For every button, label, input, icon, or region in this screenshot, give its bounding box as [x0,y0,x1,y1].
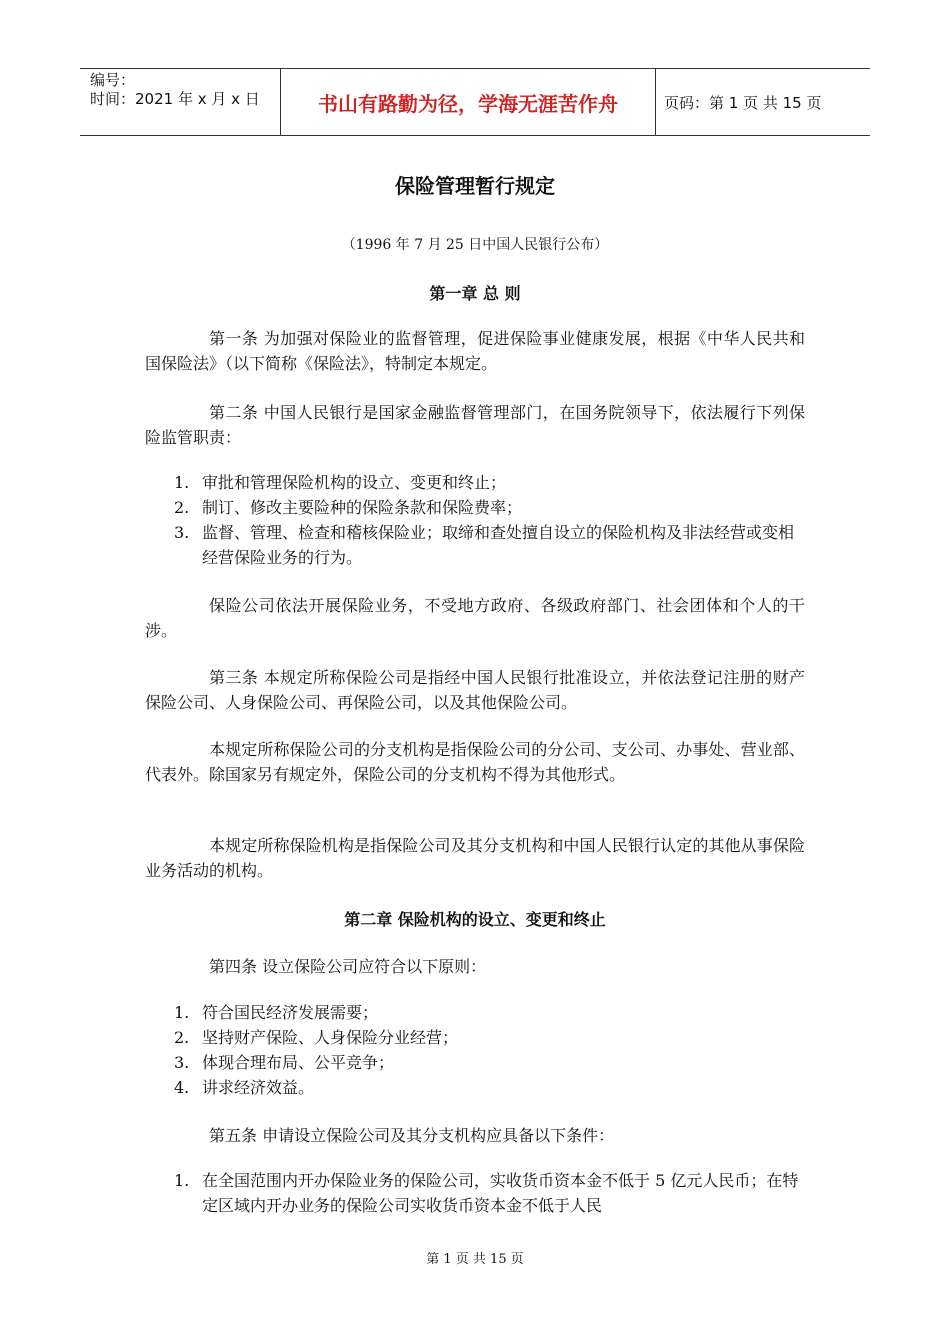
paragraph-branches: 本规定所称保险公司的分支机构是指保险公司的分公司、支公司、办事处、营业部、代表外。除国家另有规定外，保险公司的分支机构不得为其他形式。 [145,740,805,784]
list-item: 2. 坚持财产保险、人身保险分业经营； [174,1028,459,1047]
header-page-info: 页码：第 1 页 共 15 页 [664,93,822,112]
paragraph-independence: 保险公司依法开展保险业务，不受地方政府、各级政府部门、社会团体和个人的干涉。 [145,596,805,640]
conditions-list [174,1168,806,1218]
list-item: 3. 监督、管理、检查和稽核保险业；取缔和查处擅自设立的保险机构及非法经营或变相经营保险业务的行为。 [174,523,795,567]
list-item: 1. 符合国民经济发展需要； [174,1003,379,1022]
document-subtitle: （1996 年 7 月 25 日中国人民银行公布） [341,237,609,253]
article-2: 第二条 中国人民银行是国家金融监督管理部门，在国务院领导下，依法履行下列保险监管职责： [145,403,805,447]
list-item: 1. 在全国范围内开办保险业务的保险公司，实收货币资本金不低于 5 亿元人民币；在特定区域内开办业务的保险公司实收货币资本金不低于人民 [174,1171,799,1215]
list-item: 4. 讲求经济效益。 [174,1078,315,1097]
chapter-heading-1: 第一章 总 则 [429,284,521,303]
header-number-label: 编号： [90,71,136,89]
article-3: 第三条 本规定所称保险公司是指经中国人民银行批准设立，并依法登记注册的财产保险公司、人身保险公司、再保险公司，以及其他保险公司。 [145,668,805,712]
header-time-label: 时间：2021 年 x 月 x 日 [90,90,260,108]
principles-list [174,1000,806,1100]
header-meta [80,69,281,135]
page-footer: 第 1 页 共 15 页 [426,1252,524,1267]
list-item: 2. 制订、修改主要险种的保险条款和保险费率； [174,498,523,517]
list-item: 3. 体现合理布局、公平竞争； [174,1053,395,1072]
article-4: 第四条 设立保险公司应符合以下原则： [209,957,487,976]
article-1: 第一条 为加强对保险业的监督管理，促进保险事业健康发展，根据《中华人民共和国保险法》（以下简称《保险法》，特制定本规定。 [145,329,805,373]
header-motto: 书山有路勤为径，学海无涯苦作舟 [281,69,656,135]
document-title: 保险管理暂行规定 [395,174,555,198]
page-header [80,68,870,136]
list-item: 1. 审批和管理保险机构的设立、变更和终止； [174,473,507,492]
article-5: 第五条 申请设立保险公司及其分支机构应具备以下条件： [209,1126,615,1145]
chapter-heading-2: 第二章 保险机构的设立、变更和终止 [344,910,606,929]
paragraph-institutions: 本规定所称保险机构是指保险公司及其分支机构和中国人民银行认定的其他从事保险业务活动的机构。 [145,836,805,880]
duty-list [174,470,806,570]
